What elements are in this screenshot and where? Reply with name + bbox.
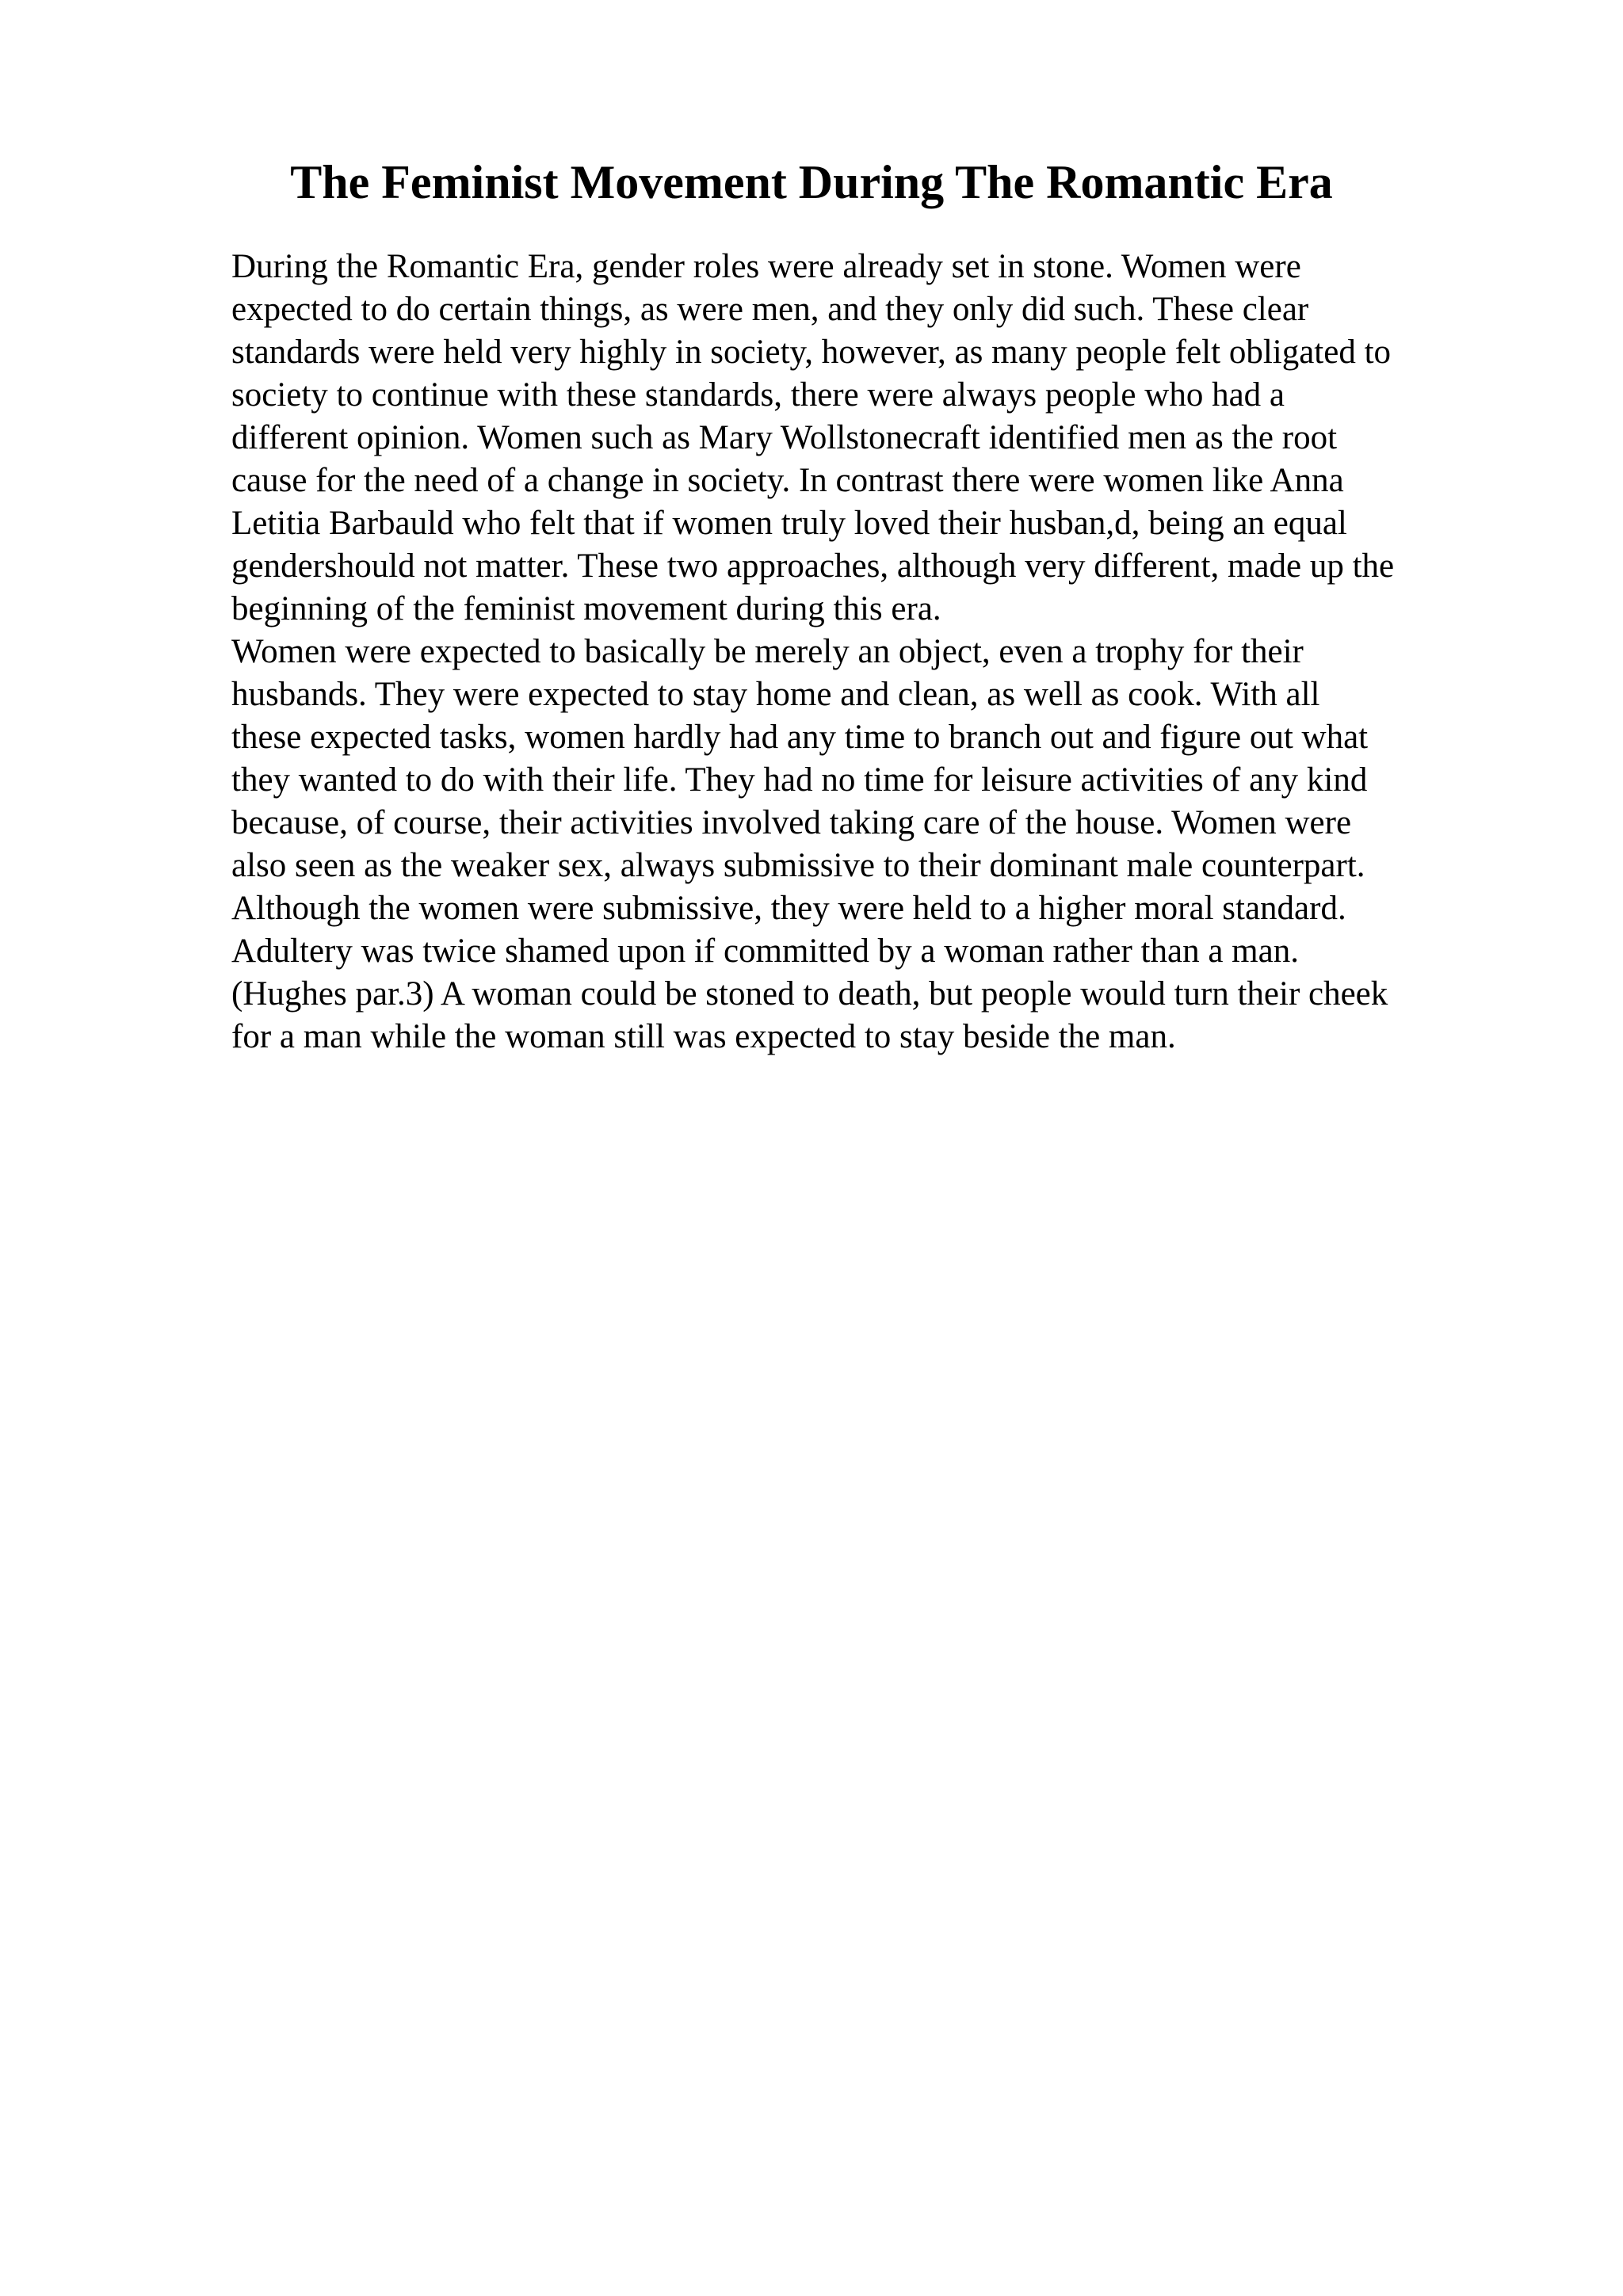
text-line: Although the women were submissive, they were held to a higher moral standard. — [231, 890, 1346, 927]
text-line: different opinion. Women such as Mary Wollstonecraft identified men as the root — [231, 419, 1338, 456]
text-line: expected to do certain things, as were men, and they only did such. These clear — [231, 291, 1309, 328]
text-line: husbands. They were expected to stay home and clean, as well as cook. With all — [231, 676, 1320, 713]
text-line: for a man while the woman still was expected to stay beside the man. — [231, 1018, 1176, 1055]
text-line: they wanted to do with their life. They had no time for leisure activities of any kind — [231, 761, 1368, 799]
text-line: beginning of the feminist movement during this era. — [231, 590, 941, 627]
text-line: During the Romantic Era, gender roles were already set in stone. Women were — [231, 248, 1301, 285]
page-title: The Feminist Movement During The Romantic Era — [290, 156, 1333, 208]
text-line: Letitia Barbauld who felt that if women truly loved their husban,d, being an equal — [231, 505, 1347, 542]
text-line: cause for the need of a change in society. In contrast there were women like Anna — [231, 462, 1344, 499]
text-line: also seen as the weaker sex, always submissive to their dominant male counterpart. — [231, 847, 1365, 884]
text-line: (Hughes par.3) A woman could be stoned to death, but people would turn their cheek — [231, 975, 1388, 1013]
body-text — [231, 246, 1515, 1058]
text-line: Women were expected to basically be merely an object, even a trophy for their — [231, 633, 1304, 670]
text-line: these expected tasks, women hardly had any time to branch out and figure out what — [231, 719, 1369, 756]
text-line: society to continue with these standards, there were always people who had a — [231, 376, 1285, 414]
text-line: because, of course, their activities involved taking care of the house. Women were — [231, 804, 1352, 841]
text-line: standards were held very highly in society, however, as many people felt obligated to — [231, 334, 1392, 371]
text-line: gendershould not matter. These two approaches, although very different, made up the — [231, 547, 1395, 585]
text-line: Adultery was twice shamed upon if committed by a woman rather than a man. — [231, 933, 1299, 970]
